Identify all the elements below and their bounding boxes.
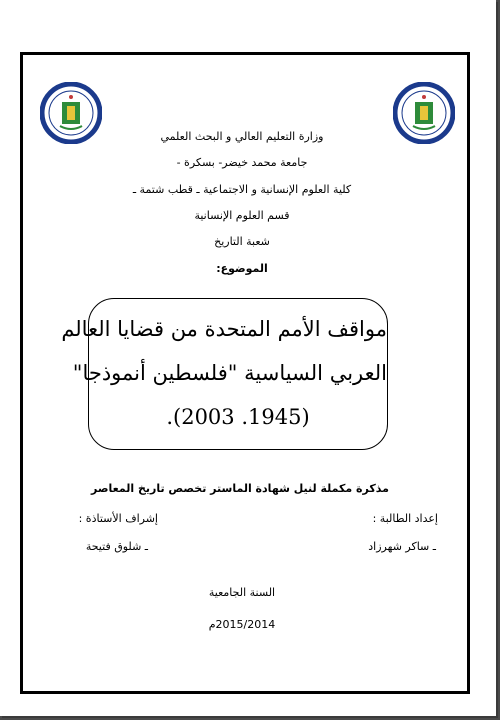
student-name: ـ ساكر شهرزاد (368, 540, 436, 553)
thesis-title-box (61, 298, 388, 450)
branch-line: شعبة التاريخ (214, 235, 270, 248)
faculty-line: كلية العلوم الإنسانية و الاجتماعية ـ قطب شتمة ـ (132, 183, 352, 196)
university-line: جامعة محمد خيضر- بسكرة - (176, 156, 308, 169)
academic-year-value: 2015/2014م (208, 618, 276, 631)
department-line: قسم العلوم الإنسانية (194, 209, 290, 222)
ministry-line: وزارة التعليم العالي و البحث العلمي (160, 130, 324, 143)
thesis-note: مذكرة مكملة لنيل شهادة الماستر تخصص تاريخ المعاصر (91, 482, 389, 495)
academic-year-label: السنة الجامعية (208, 586, 276, 599)
supervisor-label: إشراف الأستاذة : (78, 512, 158, 525)
student-label: إعداد الطالبة : (372, 512, 438, 525)
title-line-3: (1945. 2003). (166, 405, 310, 429)
subject-label: الموضوع: (216, 262, 268, 275)
supervisor-name: ـ شلوق فتيحة (85, 540, 148, 553)
title-line-1: مواقف الأمم المتحدة من قضايا العالم (61, 317, 387, 341)
title-line-2: العربي السياسية "فلسطين أنموذجا" (72, 361, 387, 385)
